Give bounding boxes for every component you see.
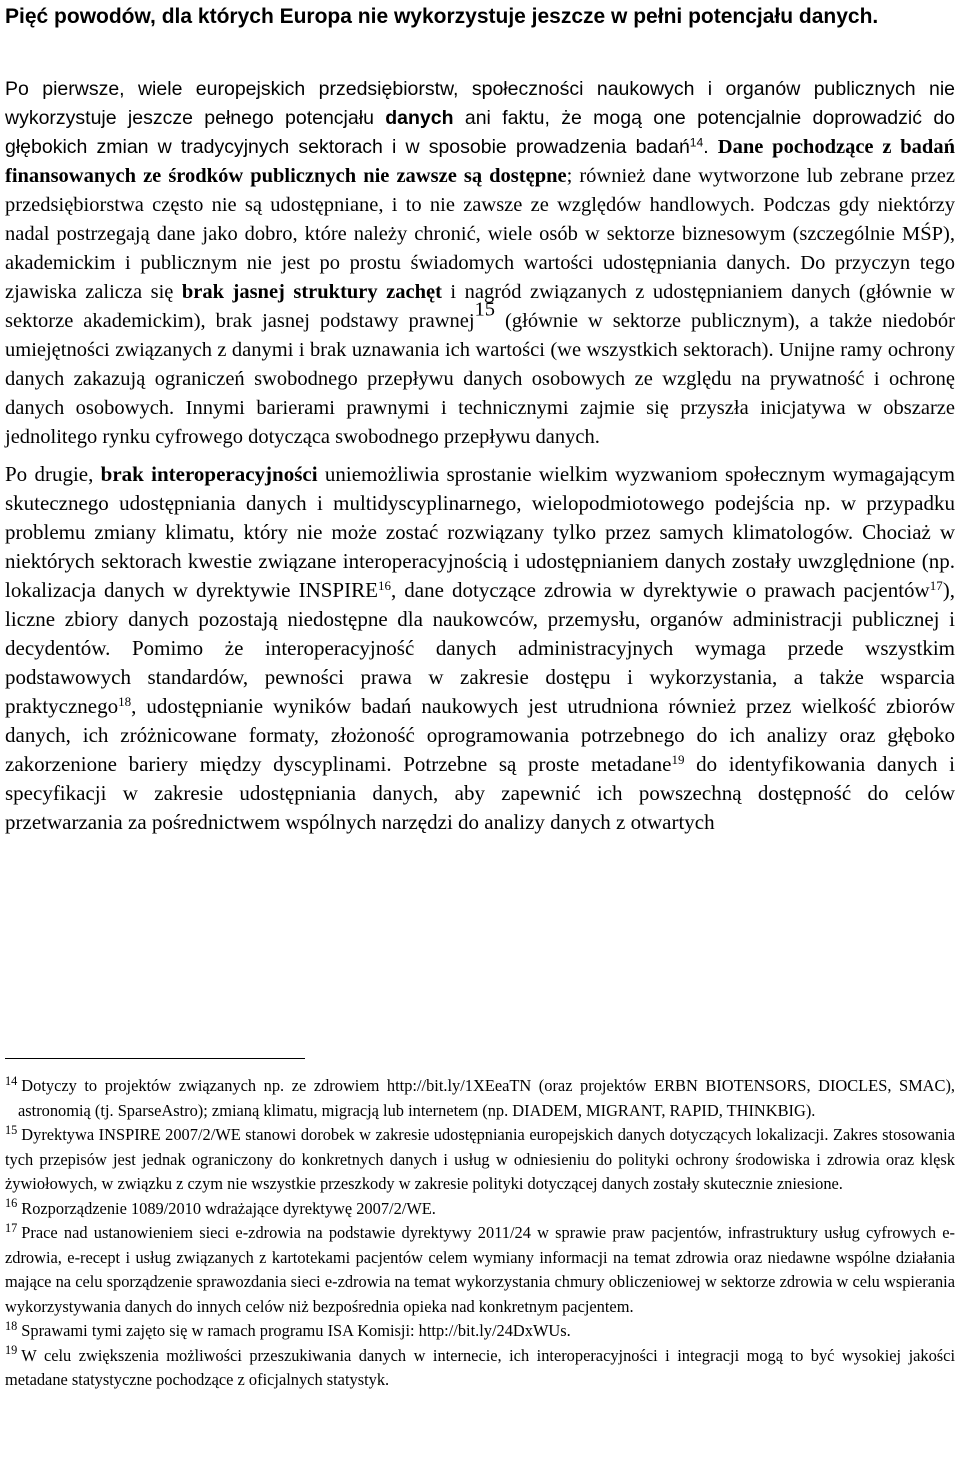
text-run: ani faktu, że mogą one potencjalnie doprowadzić do głębokich zmian w tradycyjnych sektorach i w sposobie prowadzenia badań <box>5 107 956 158</box>
page-title: Pięć powodów, dla których Europa nie wykorzystuje jeszcze w pełni potencjału danych. <box>5 5 879 28</box>
footnote-text: Dotyczy to projektów związanych np. ze zdrowiem http://bit.ly/1XEeaTN (oraz projektów ERBN BIOTENSORS, DIOCLES, SMAC), astronomią (tj. SparseAstro); zmianą klimatu, migracją lub internetem (np. DIADEM, MIGRANT, RAPID, THINKBIG). <box>18 1076 955 1120</box>
text-run: i nagród związanych z udostępnianiem danych (głównie w sektorze akademickim), brak jasnej podstawy prawnej <box>5 281 955 332</box>
footnote-ref-14: 14 <box>689 135 704 150</box>
footnote-number: 15 <box>5 1122 18 1137</box>
footnote-number: 18 <box>5 1318 18 1333</box>
footnote-text: Dyrektywa INSPIRE 2007/2/WE stanowi dorobek w zakresie udostępniania europejskich danych dotyczących lokalizacji. Zakres stosowania tych przepisów jest jednak ograniczony do konkretnych danych i usług w odniesieniu do polityki ochrony środowiska i zdrowia oraz klęsk żywiołowych, w związku z czym nie wszystkie przeszkody w zakresie polityki dotyczącej danych zostały skutecznie zniesione. <box>5 1125 955 1193</box>
footnote-18 <box>5 1319 955 1344</box>
footnotes <box>5 1074 955 1393</box>
bold-text: brak interoperacyjności <box>100 462 318 486</box>
footnote-ref-19: 19 <box>671 751 685 767</box>
footnote-16 <box>5 1197 955 1222</box>
footnote-separator <box>5 1058 305 1059</box>
footnote-ref-18: 18 <box>118 693 132 709</box>
footnote-text: Prace nad ustanowieniem sieci e-zdrowia na podstawie dyrektywy 2011/24 w sprawie praw pacjentów, infrastruktury usług cyfrowych e-zdrowia, e-recept i usług związanych z kartotekami pacjentów celem wymiany informacji na temat zdrowia oraz niedawne wspólne działania mające na celu sporządzenie sprawozdania sieci e-zdrowia na temat wykorzystania chmury obliczeniowej w sektorze zdrowia w celu wspierania wykorzystywania danych do innych celów niż bezpośrednia opieka nad konkretnym pacjentem. <box>5 1223 955 1316</box>
document-page <box>0 2 960 1470</box>
text-run: (głównie w sektorze publicznym), a także niedobór umiejętności związanych z danymi i brak uznawania ich wartości (we wszystkich sektorach). Unijne ramy ochrony danych zakazują ograniczeń swobodnego przepływu danych osobowych ze względu na prywatność i ochronę danych osobowych. Innymi barierami prawnymi i technicznymi zajmie się przyszła inicjatywa w obszarze jednolitego rynku cyfrowego dotycząca swobodnego przepływu danych. <box>5 310 955 448</box>
footnote-19 <box>5 1344 955 1393</box>
bold-text: danych <box>385 107 454 129</box>
footnote-17 <box>5 1221 955 1319</box>
text-run: ), liczne zbiory danych pozostają niedostępne dla naukowców, przemysłu, organów administracji publicznej i decydentów. Pomimo że interoperacyjność danych administracyjnych wymaga przede wszystkim podstawowych standardów, pewności prawa w zakresie dostępu i wykorzystania, a także wsparcia praktycznego <box>5 578 955 718</box>
paragraph-first-reason <box>5 75 955 452</box>
footnote-number: 14 <box>5 1073 18 1088</box>
bold-text: Dane pochodzące z badań finansowanych ze środków publicznych nie zawsze są dostępne <box>5 136 955 187</box>
text-run: uniemożliwia sprostanie wielkim wyzwaniom społecznym wymagającym skutecznego udostępniania danych i multidyscyplinarnego, wielopodmiotowego podejścia np. w przypadku problemu zmiany klimatu, który nie może zostać rozwiązany tylko przez samych klimatologów. Chociaż w niektórych sektorach kwestie związane interoperacyjnością i udostępnianiem danych zostały uwzględnione (np. lokalizacja danych w dyrektywie INSPIRE <box>5 462 956 602</box>
text-run: Po pierwsze, wiele europejskich przedsiębiorstw, społeczności naukowych i organów publicznych nie wykorzystuje jeszcze pełnego potencjału <box>5 78 955 129</box>
footnote-number: 19 <box>5 1343 18 1358</box>
footnote-15 <box>5 1123 955 1197</box>
footnote-number: 16 <box>5 1196 18 1211</box>
text-run: , dane dotyczące zdrowia w dyrektywie o prawach pacjentów <box>390 578 930 602</box>
bold-text: brak jasnej struktury zachęt <box>181 281 442 303</box>
footnote-ref-17: 17 <box>929 577 943 593</box>
footnote-14 <box>5 1074 955 1123</box>
text-run: do identyfikowania danych i specyfikacji w zakresie udostępniania danych, aby zapewnić ich powszechną dostępność do celów przetwarzania za pośrednictwem wspólnych narzędzi do analizy danych z otwartych <box>5 752 956 834</box>
text-run: ; również dane wytworzone lub zebrane przez przedsiębiorstwa często nie są udostępniane, i to nie zawsze ze względów handlowych. <box>5 165 955 216</box>
footnote-ref-15: 15 <box>474 298 496 321</box>
text-run: . <box>703 136 718 158</box>
footnote-text: Rozporządzenie 1089/2010 wdrażające dyrektywę 2007/2/WE. <box>21 1198 436 1218</box>
text-run: Podczas gdy niektórzy nadal postrzegają dane jako dobro, które należy chronić, wiele osób w sektorze biznesowym (szczególnie MŚP), akademickim i publicznym nie jest po prostu świadomych wartości udostępniania danych. Do przyczyn tego zjawiska zalicza się <box>5 194 955 303</box>
text-run: Po drugie, <box>5 462 101 486</box>
footnote-number: 17 <box>5 1220 18 1235</box>
paragraph-second-reason <box>5 460 955 837</box>
footnote-text: Sprawami tymi zajęto się w ramach programu ISA Komisji: http://bit.ly/24DxWUs. <box>21 1321 571 1340</box>
text-run: , udostępnianie wyników badań naukowych jest utrudniona również przez wielkość zbiorów danych, ich zróżnicowane formaty, złożoność oprogramowania potrzebnego do ich analizy oraz głęboko zakorzenione bariery między dyscyplinami. Potrzebne są proste metadane <box>5 694 955 776</box>
footnote-ref-16: 16 <box>377 577 391 593</box>
footnote-text: W celu zwiększenia możliwości przeszukiwania danych w internecie, ich interoperacyjności i integracji mogą to być wysokiej jakości metadane statystyczne pochodzące z oficjalnych statystyk. <box>5 1345 955 1389</box>
